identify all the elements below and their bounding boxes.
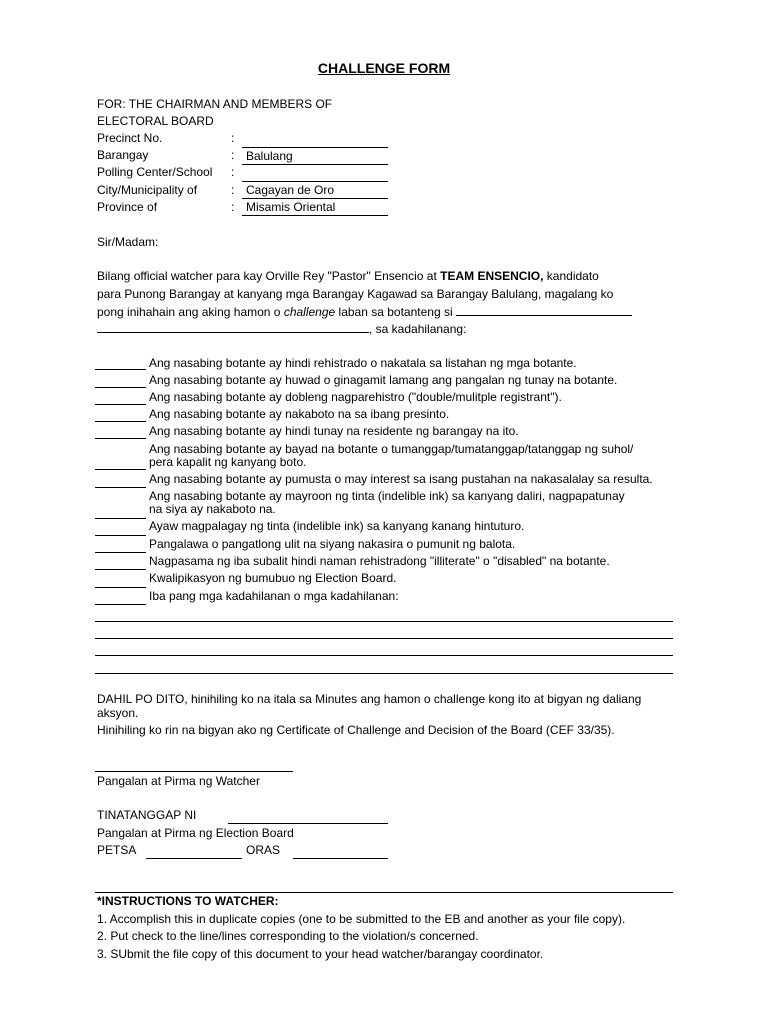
instruction-item: 3. SUbmit the file copy of this document to your head watcher/barangay coordinator. (97, 947, 544, 961)
team-name: TEAM ENSENCIO, (440, 269, 544, 283)
body-line-4: , sa kadahilanang: (97, 321, 466, 336)
instructions-divider (95, 892, 673, 893)
precinct-field[interactable] (242, 131, 388, 148)
reason-item: Ang nasabing botante ay bayad na botante o tumanggap/tumatanggap/tatanggap ng suhol/ (149, 442, 634, 456)
reason-item: Pangalawa o pangatlong ulit na siyang nakasira o pumunit ng balota. (149, 537, 516, 551)
instructions-heading: *INSTRUCTIONS TO WATCHER: (97, 894, 279, 908)
address-line-2: ELECTORAL BOARD (97, 114, 214, 128)
reason-item: Ang nasabing botante ay hindi rehistrado o nakatala sa listahan ng mga botante. (149, 356, 577, 370)
reason-item: Ayaw magpalagay ng tinta (indelible ink) sa kanyang kanang hintuturo. (149, 519, 525, 533)
voter-name-blank-2[interactable] (97, 321, 369, 333)
body-line-1: Bilang official watcher para kay Orville Rey "Pastor" Ensencio at TEAM ENSENCIO, kandidato (97, 269, 599, 283)
barangay-value: Balulang (246, 149, 293, 163)
reason-item: Ang nasabing botante ay pumusta o may interest sa isang pustahan na nakasalalay sa resulta. (149, 472, 653, 486)
reason-check-line[interactable] (95, 552, 146, 553)
city-colon: : (231, 183, 235, 197)
board-signature-label: Pangalan at Pirma ng Election Board (97, 826, 294, 840)
reason-item: Nagpasama ng iba subalit hindi naman rehistradong "illiterate" o "disabled" na botante. (149, 554, 610, 568)
reason-check-line[interactable] (95, 587, 146, 588)
body-line-2: para Punong Barangay at kanyang mga Barangay Kagawad sa Barangay Balulang, magalang ko (97, 287, 614, 301)
reason-check-line[interactable] (95, 487, 146, 488)
received-by-label: TINATANGGAP NI (97, 808, 197, 822)
reason-item: Kwalipikasyon ng bumubuo ng Election Board. (149, 571, 397, 585)
polling-center-field[interactable] (242, 165, 388, 182)
reason-item: Ang nasabing botante ay nakaboto na sa ibang presinto. (149, 407, 450, 421)
watcher-signature-label: Pangalan at Pirma ng Watcher (97, 774, 260, 788)
closing-line-1: DAHIL PO DITO, hinihiling ko na itala sa Minutes ang hamon o challenge kong ito at bigyan ng daliang (97, 692, 642, 706)
city-label: City/Municipality of (97, 183, 198, 197)
barangay-colon: : (231, 148, 235, 162)
barangay-label: Barangay (97, 148, 149, 162)
reason-item: Iba pang mga kadahilanan o mga kadahilanan: (149, 589, 399, 603)
reason-check-line[interactable] (95, 438, 146, 439)
city-field[interactable] (242, 182, 388, 199)
province-colon: : (231, 200, 235, 214)
polling-center-colon: : (231, 165, 235, 179)
body-line-3: pong inihahain ang aking hamon o challenge laban sa botanteng si (97, 304, 632, 319)
time-line[interactable] (293, 858, 388, 859)
reason-check-line[interactable] (95, 569, 146, 570)
received-by-line[interactable] (228, 823, 388, 824)
reason-item: Ang nasabing botante ay huwad o ginagamit lamang ang pangalan ng tunay na botante. (149, 373, 618, 387)
address-line-1: FOR: THE CHAIRMAN AND MEMBERS OF (97, 97, 333, 111)
salutation: Sir/Madam: (97, 235, 159, 249)
instruction-item: 1. Accomplish this in duplicate copies (one to be submitted to the EB and another as your file copy). (97, 912, 626, 926)
barangay-field[interactable] (242, 148, 388, 165)
other-reasons-line[interactable] (95, 638, 673, 639)
voter-name-blank-1[interactable] (456, 304, 632, 316)
province-label: Province of (97, 200, 158, 214)
other-reasons-line[interactable] (95, 673, 673, 674)
reason-check-line[interactable] (95, 469, 146, 470)
reason-item: Ang nasabing botante ay dobleng nagparehistro ("double/mulitple registrant"). (149, 390, 562, 404)
province-value: Misamis Oriental (246, 200, 336, 214)
watcher-signature-line[interactable] (95, 771, 293, 772)
reason-item-continued: na siya ay nakaboto na. (149, 502, 276, 516)
polling-center-label: Polling Center/School (97, 165, 213, 179)
instruction-item: 2. Put check to the line/lines corresponding to the violation/s concerned. (97, 929, 479, 943)
closing-line-2: aksyon. (97, 706, 139, 720)
other-reasons-line[interactable] (95, 621, 673, 622)
reason-item-continued: pera kapalit ng kanyang boto. (149, 455, 307, 469)
reason-item: Ang nasabing botante ay mayroon ng tinta (indelible ink) sa kanyang daliri, nagpapatunay (149, 489, 625, 503)
reason-item: Ang nasabing botante ay hindi tunay na residente ng barangay na ito. (149, 424, 519, 438)
precinct-colon: : (231, 131, 235, 145)
reason-check-line[interactable] (95, 535, 146, 536)
precinct-label: Precinct No. (97, 131, 163, 145)
city-value: Cagayan de Oro (246, 183, 335, 197)
reason-check-line[interactable] (95, 387, 146, 388)
reason-check-line[interactable] (95, 404, 146, 405)
time-label: ORAS (246, 843, 281, 857)
date-label: PETSA (97, 843, 137, 857)
other-reasons-line[interactable] (95, 655, 673, 656)
closing-line-3: Hinihiling ko rin na bigyan ako ng Certificate of Challenge and Decision of the Board (CEF 33/35). (97, 723, 615, 737)
reason-check-line[interactable] (95, 518, 146, 519)
page-title: CHALLENGE FORM (317, 60, 451, 76)
reason-check-line[interactable] (95, 421, 146, 422)
reason-check-line[interactable] (95, 604, 146, 605)
date-line[interactable] (146, 858, 242, 859)
reason-check-line[interactable] (95, 369, 146, 370)
province-field[interactable] (242, 199, 388, 216)
